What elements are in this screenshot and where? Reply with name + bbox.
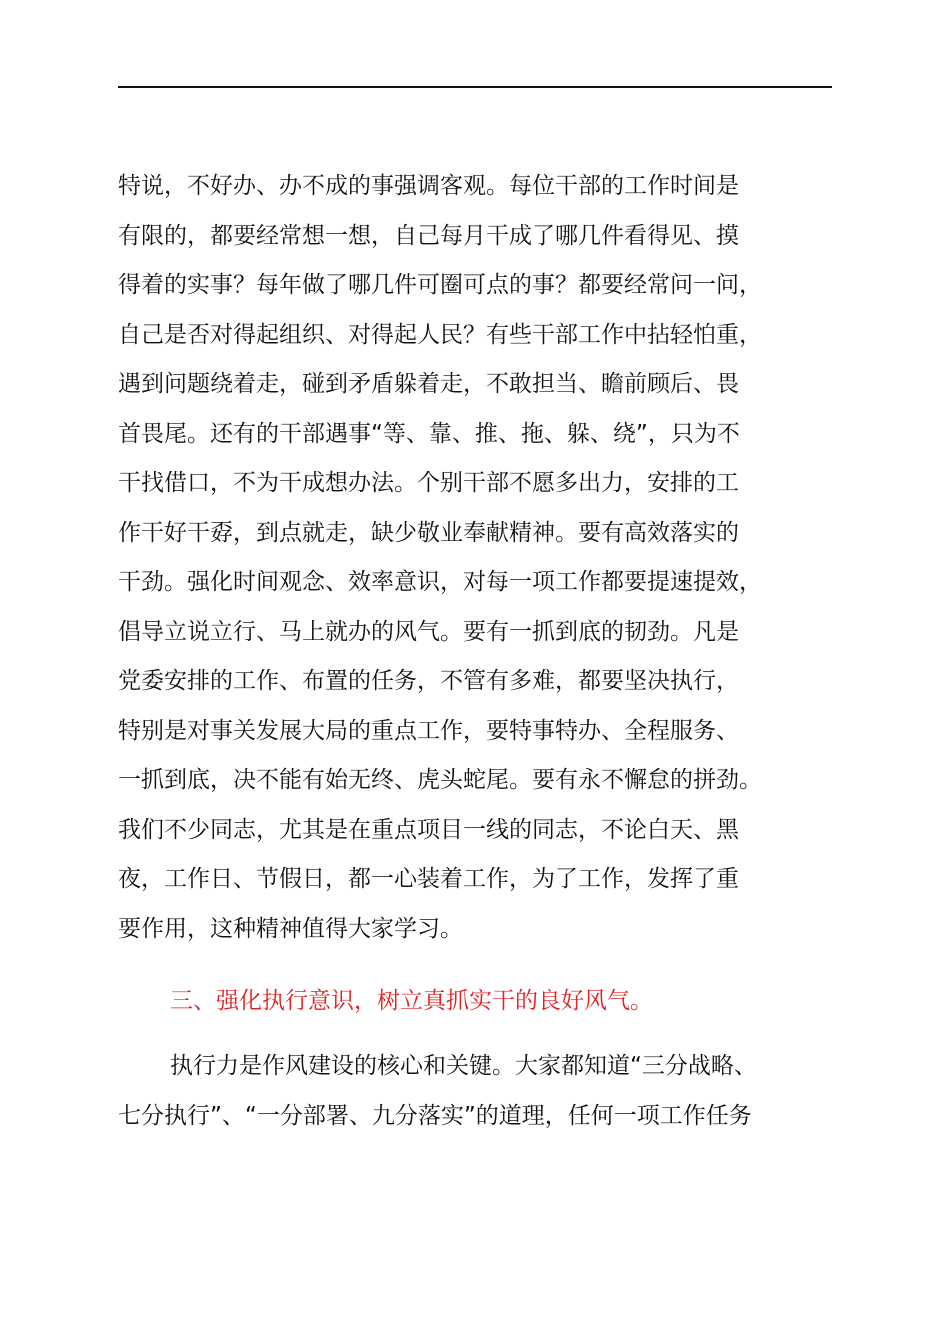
header-divider [118, 86, 832, 88]
body-paragraph [118, 162, 858, 954]
text-line: 首畏尾。还有的干部遇事“等、靠、推、拖、躲、绕”，只为不 [118, 420, 740, 447]
section-heading: 三、强化执行意识，树立真抓实干的良好风气。 [170, 988, 653, 1014]
text-line: 干劲。强化时间观念、效率意识，对每一项工作都要提速提效， [118, 569, 762, 595]
text-line: 要作用，这种精神值得大家学习。 [118, 915, 463, 942]
text-line: 我们不少同志，尤其是在重点项目一线的同志，不论白天、黑 [118, 816, 739, 843]
text-line: 有限的，都要经常想一想，自己每月干成了哪几件看得见、摸 [118, 222, 739, 249]
text-line: 自己是否对得起组织、对得起人民？有些干部工作中拈轻怕重， [118, 321, 762, 348]
text-line: 倡导立说立行、马上就办的风气。要有一抓到底的韧劲。凡是 [118, 618, 739, 645]
body-paragraph [118, 1042, 858, 1141]
text-line: 作干好干孬，到点就走，缺少敬业奉献精神。要有高效落实的 [118, 519, 739, 546]
text-line: 一抓到底，决不能有始无终、虎头蛇尾。要有永不懈怠的拼劲。 [118, 767, 762, 793]
text-line: 干找借口，不为干成想办法。个别干部不愿多出力，安排的工 [118, 470, 739, 496]
text-line: 党委安排的工作、布置的任务，不管有多难，都要坚决执行， [118, 668, 739, 694]
text-line: 遇到问题绕着走，碰到矛盾躲着走，不敢担当、瞻前顾后、畏 [118, 371, 739, 397]
text-line: 执行力是作风建设的核心和关键。大家都知道“三分战略、 [170, 1053, 757, 1079]
text-line: 特别是对事关发展大局的重点工作，要特事特办、全程服务、 [118, 717, 739, 744]
text-line: 夜，工作日、节假日，都一心装着工作，为了工作，发挥了重 [118, 866, 739, 892]
text-line: 得着的实事？每年做了哪几件可圈可点的事？都要经常问一问， [118, 272, 762, 298]
text-line: 特说，不好办、办不成的事强调客观。每位干部的工作时间是 [118, 173, 739, 199]
text-line: 七分执行”、“一分部署、九分落实”的道理，任何一项工作任务 [118, 1102, 752, 1129]
